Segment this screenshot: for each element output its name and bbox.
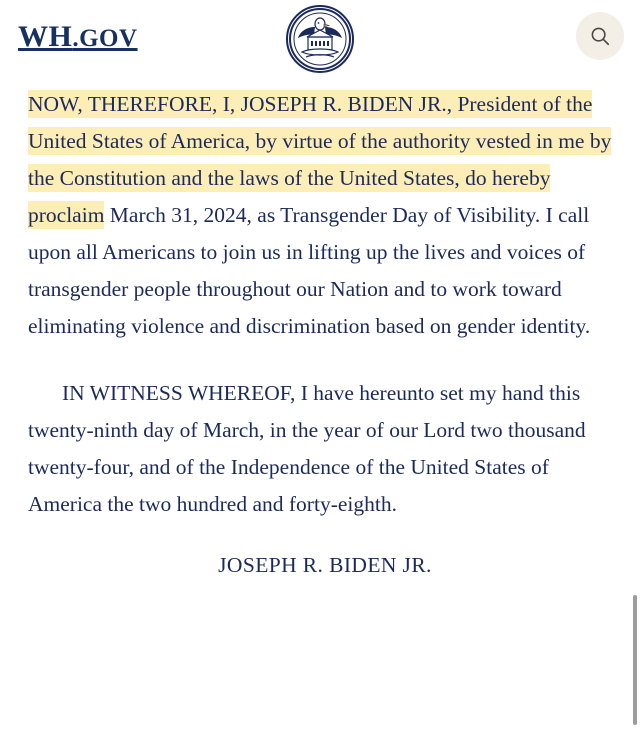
- search-icon: [589, 25, 611, 47]
- site-header: [0, 0, 640, 74]
- white-house-seal-graphic: [286, 5, 354, 73]
- vertical-scrollbar[interactable]: [633, 595, 637, 725]
- white-house-seal-icon[interactable]: [287, 6, 353, 72]
- paragraph-proclamation-rest: March 31, 2024, as Transgender Day of Visibility. I call upon all Americans to join us in lifting up the lives and voices of transgender people throughout our Nation and to work toward eliminating violence and discrimination based on gender identity.: [28, 203, 591, 338]
- brand-main: WH: [18, 20, 73, 53]
- brand-suffix: .GOV: [72, 25, 138, 52]
- search-button[interactable]: [576, 12, 624, 60]
- paragraph-proclamation: [28, 86, 612, 345]
- signature-line: JOSEPH R. BIDEN JR.: [218, 553, 432, 577]
- paragraph-witness: [28, 375, 612, 523]
- highlighted-text: NOW, THEREFORE, I, JOSEPH R. BIDEN JR., President of the United States of America, by virtue of the authority vested in me by the Constitution and the laws of the United States, do hereby proclaim: [28, 92, 612, 227]
- proclamation-document: [0, 72, 640, 588]
- paragraph-witness-text: IN WITNESS WHEREOF, I have hereunto set my hand this twenty-ninth day of March, in the year of our Lord two thousand twenty-four, and of the Independence of the United States of America the two hundred and forty-eighth.: [28, 381, 586, 516]
- clipped-previous-line: [28, 72, 612, 86]
- site-logo-whgov[interactable]: [18, 20, 138, 54]
